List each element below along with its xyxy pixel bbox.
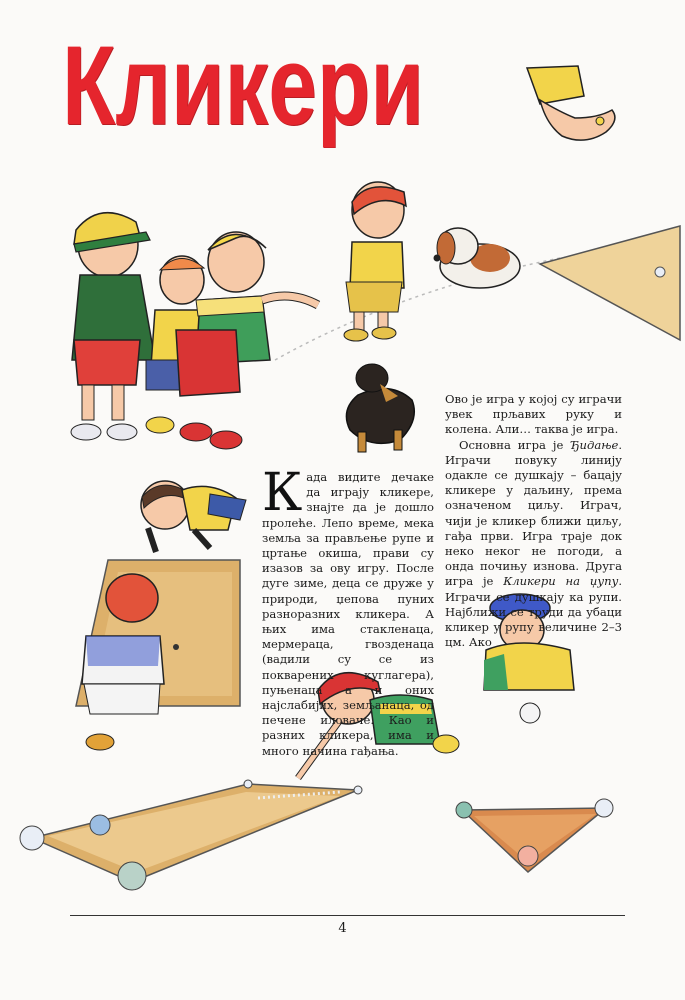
dachshund-illustration (346, 364, 414, 452)
standing-boy-illustration (344, 182, 406, 341)
boys-group-illustration (71, 213, 318, 449)
paragraph-2-mid: . Играчи повуку линију одакле се душкају – бацају кликере у даљину, према означеном циљу. Играч, чији је кликер ближи циљу, гађа први. Игра траје док неко неког не погоди, а онда почињу изнова. Друга игра је (445, 437, 622, 589)
paragraph-2-start: Основна игра је (459, 437, 571, 452)
sand-triangle-area (456, 799, 613, 872)
crawling-boy-illustration (141, 481, 246, 552)
sand-square-area (76, 560, 240, 750)
right-paragraph-2 (445, 438, 622, 651)
sand-target-area (540, 226, 680, 340)
left-text-column (262, 463, 434, 759)
drop-cap: К (262, 463, 303, 523)
sand-lane-area (20, 780, 362, 890)
right-text-column (445, 392, 622, 650)
right-paragraph-1: Ово је игра у којој су играчи увек прљавих руку и колена. Али… таква је игра. (445, 392, 622, 437)
left-column-text: ада видите дечаке да играју кликере, знајте да је дошло пролеће. Лепо време, мека земља за прављење рупе и цртање окиша, прави су изазов за ову игру. После дуге зиме, деца се друже у природи, џепова пуних разноразних кликера. А њих има стакленаца, мермераца, гвозденаца (вадили су се из покварених куглагера), пуњенаца а и оних најслабијих, земљанаца, од печене иловаче. Као и разних кликера, има и много начина гађања. (262, 470, 434, 758)
footer-rule (70, 915, 625, 916)
spaniel-dog-illustration (434, 228, 521, 288)
game-name-2: Кликери на џупу (503, 574, 619, 589)
page-title: Кликери (62, 23, 424, 148)
paragraph-2-end: . Играчи се душкају ка рупи. Најближи се труди да убаци кликер у рупу величине 2–3 цм. Ако (445, 574, 622, 650)
page-number: 4 (338, 921, 347, 936)
hand-marble-illustration (527, 66, 615, 140)
game-name-1: Ђидање (570, 437, 619, 452)
